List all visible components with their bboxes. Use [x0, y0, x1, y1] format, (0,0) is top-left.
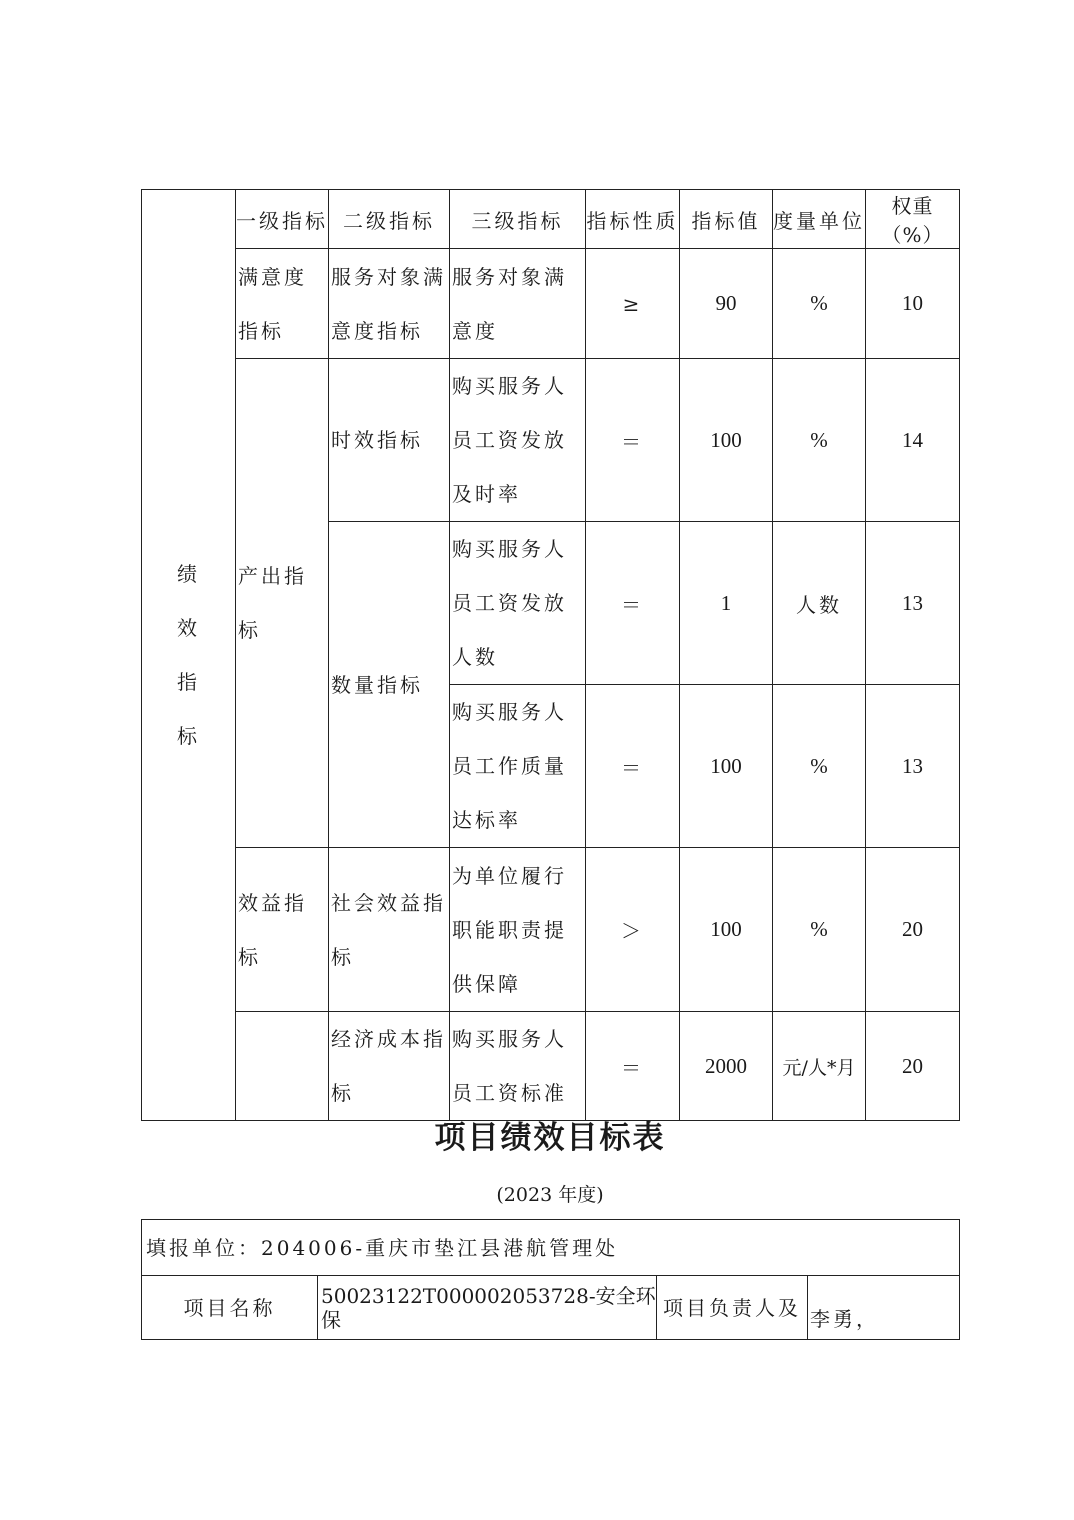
section-label-char: 标	[177, 724, 200, 748]
cell-weight: 13	[866, 522, 960, 685]
header-level3: 三级指标	[450, 190, 586, 249]
reporting-unit-value: 204006-重庆市垫江县港航管理处	[261, 1235, 619, 1260]
cell-nature: ＝	[586, 685, 680, 848]
cell-nature: ＞	[586, 848, 680, 1012]
cell-nature: ＝	[586, 359, 680, 522]
cell-level2: 社会效益指标	[329, 848, 450, 1012]
header-weight: 权重（%）	[866, 190, 960, 249]
section-label-char: 绩	[177, 562, 200, 586]
cell-value: 1	[680, 522, 773, 685]
header-unit: 度量单位	[773, 190, 866, 249]
reporting-unit-label: 填报单位：	[146, 1235, 261, 1260]
cell-level1: 满意度指标	[236, 249, 329, 359]
cell-weight: 20	[866, 1012, 960, 1121]
cell-nature: ＝	[586, 522, 680, 685]
cell-weight: 13	[866, 685, 960, 848]
cell-level3: 购买服务人员工作质量达标率	[450, 685, 586, 848]
cell-value: 100	[680, 359, 773, 522]
document-title: 项目绩效目标表	[434, 1120, 666, 1156]
header-nature: 指标性质	[586, 190, 680, 249]
cell-nature: ≥	[586, 249, 680, 359]
project-manager-value: 李勇，	[808, 1276, 960, 1340]
cell-level3: 购买服务人员工资发放人数	[450, 522, 586, 685]
cell-value: 100	[680, 685, 773, 848]
cell-weight: 10	[866, 249, 960, 359]
cell-value: 90	[680, 249, 773, 359]
header-level1: 一级指标	[236, 190, 329, 249]
cell-level1	[236, 1012, 329, 1121]
project-name-value: 50023122T000002053728-安全环保	[318, 1276, 657, 1340]
cell-weight: 14	[866, 359, 960, 522]
cell-level1: 产出指标	[236, 359, 329, 848]
cell-unit: %	[773, 359, 866, 522]
project-info-table	[141, 1219, 960, 1340]
cell-level2: 经济成本指标	[329, 1012, 450, 1121]
cell-level3: 为单位履行职能职责提供保障	[450, 848, 586, 1012]
cell-level3: 购买服务人员工资发放及时率	[450, 359, 586, 522]
document-year: (2023 年度)	[496, 1184, 604, 1206]
performance-indicator-table	[141, 189, 960, 1121]
section-label-cell	[142, 190, 236, 1121]
header-level2: 二级指标	[329, 190, 450, 249]
section-label	[142, 547, 235, 763]
header-value: 指标值	[680, 190, 773, 249]
cell-unit: 人数	[773, 522, 866, 685]
section-label-char: 指	[177, 670, 200, 694]
cell-level3: 服务对象满意度	[450, 249, 586, 359]
reporting-unit-cell	[142, 1220, 960, 1276]
section-label-char: 效	[177, 616, 200, 640]
cell-level3: 购买服务人员工资标准	[450, 1012, 586, 1121]
cell-unit: 元/人*月	[773, 1012, 866, 1121]
cell-value: 100	[680, 848, 773, 1012]
cell-value: 2000	[680, 1012, 773, 1121]
project-manager-label: 项目负责人及	[657, 1276, 808, 1340]
cell-level2: 数量指标	[329, 522, 450, 848]
cell-unit: %	[773, 685, 866, 848]
cell-weight: 20	[866, 848, 960, 1012]
cell-unit: %	[773, 249, 866, 359]
cell-level2: 时效指标	[329, 359, 450, 522]
cell-level2: 服务对象满意度指标	[329, 249, 450, 359]
cell-nature: ＝	[586, 1012, 680, 1121]
cell-unit: %	[773, 848, 866, 1012]
cell-level1: 效益指标	[236, 848, 329, 1012]
project-name-label: 项目名称	[142, 1276, 318, 1340]
